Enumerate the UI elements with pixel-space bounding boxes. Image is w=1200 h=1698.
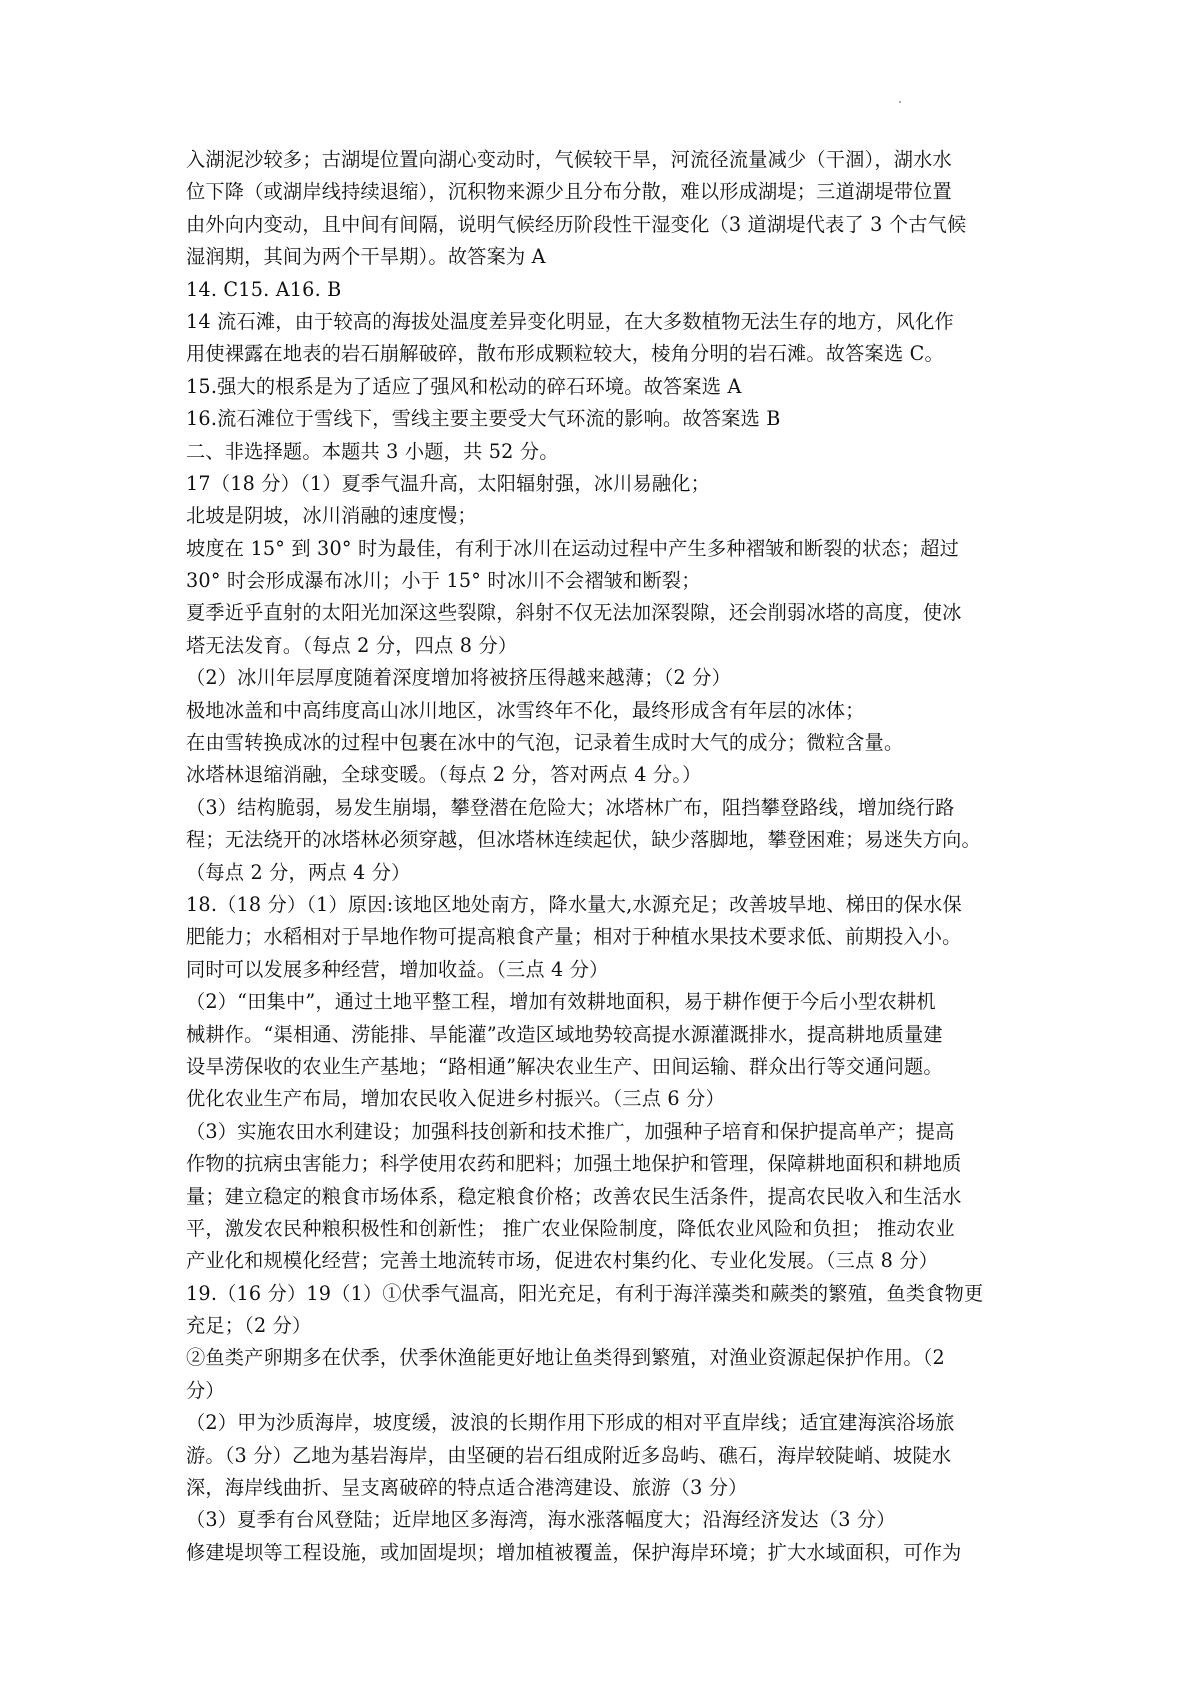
- text-line: 14. C15. A16. B: [186, 277, 342, 301]
- text-line: 北坡是阴坡，冰川消融的速度慢；: [186, 504, 477, 528]
- text-line: （3）结构脆弱，易发生崩塌，攀登潜在危险大；冰塔林广布，阻挡攀登路线，增加绕行路: [186, 795, 955, 819]
- text-line: 塔无法发育。（每点 2 分，四点 8 分）: [186, 633, 518, 657]
- text-line: 肥能力；水稻相对于旱地作物可提高粮食产量；相对于种植水果技术要求低、前期投入小。: [186, 925, 962, 949]
- text-line: 由外向内变动，且中间有间隔，说明气候经历阶段性干湿变化（3 道湖堤代表了 3 个古气候: [186, 212, 967, 236]
- text-line: （2）甲为沙质海岸，坡度缓，波浪的长期作用下形成的相对平直岸线；适宜建海滨浴场旅: [186, 1411, 955, 1435]
- text-line: 同时可以发展多种经营，增加收益。（三点 4 分）: [186, 957, 609, 981]
- text-line: 入湖泥沙较多；古湖堤位置向湖心变动时，气候较干旱，河流径流量减少（干涸），湖水水: [186, 148, 952, 171]
- text-line: 19.（16 分）19（1）①伏季气温高，阳光充足，有利于海洋藻类和蕨类的繁殖，鱼类食物更: [186, 1281, 984, 1305]
- text-line: 分）: [186, 1378, 225, 1402]
- text-line: 14 流石滩，由于较高的海拔处温度差异变化明显，在大多数植物无法生存的地方，风化作: [186, 309, 954, 333]
- text-line: 15.强大的根系是为了适应了强风和松动的碎石环境。故答案选 A: [186, 374, 742, 398]
- text-line: 湿润期，其间为两个干旱期）。故答案为 A: [186, 245, 546, 269]
- text-line: 充足；（2 分）: [186, 1314, 312, 1338]
- text-line: 16.流石滩位于雪线下，雪线主要主要受大气环流的影响。故答案选 B: [186, 407, 781, 431]
- text-line: 坡度在 15° 到 30° 时为最佳，有利于冰川在运动过程中产生多种褶皱和断裂的状态；超过: [186, 536, 959, 560]
- text-line: 冰塔林退缩消融，全球变暖。（每点 2 分，答对两点 4 分。）: [186, 763, 702, 787]
- text-line: 修建堤坝等工程设施，或加固堤坝；增加植被覆盖，保护海岸环境；扩大水域面积，可作为: [186, 1540, 962, 1564]
- text-line: 产业化和规模化经营；完善土地流转市场，促进农村集约化、专业化发展。（三点 8 分）: [186, 1249, 939, 1273]
- text-line: （3）实施农田水利建设；加强科技创新和技术推广，加强种子培育和保护提高单产；提高: [186, 1119, 955, 1143]
- text-line: 二、非选择题。本题共 3 小题，共 52 分。: [186, 439, 559, 463]
- text-line: 械耕作。“渠相通、涝能排、旱能灌”改造区域地势较高提水源灌溉排水，提高耕地质量建: [186, 1022, 943, 1046]
- text-line: （2）冰川年层厚度随着深度增加将被挤压得越来越薄；（2 分）: [186, 666, 731, 690]
- answer-text-block: [186, 144, 1036, 1569]
- text-line: 用使裸露在地表的岩石崩解破碎，散布形成颗粒较大，棱角分明的岩石滩。故答案选 C。: [186, 342, 944, 366]
- scan-speck: [899, 101, 901, 103]
- text-line: 极地冰盖和中高纬度高山冰川地区，冰雪终年不化，最终形成含有年层的冰体；: [186, 698, 865, 722]
- text-line: 游。（3 分）乙地为基岩海岸，由坚硬的岩石组成附近多岛屿、礁石，海岸较陡峭、坡陡水: [186, 1443, 952, 1467]
- text-line: 在由雪转换成冰的过程中包裹在冰中的气泡，记录着生成时大气的成分；微粒含量。: [186, 731, 904, 755]
- text-line: （2）“田集中”，通过土地平整工程，增加有效耕地面积，易于耕作便于今后小型农耕机: [186, 990, 936, 1014]
- text-line: 深，海岸线曲折、呈支离破碎的特点适合港湾建设、旅游（3 分）: [186, 1476, 748, 1500]
- text-line: 30° 时会形成瀑布冰川；小于 15° 时冰川不会褶皱和断裂；: [186, 569, 701, 593]
- text-line: （每点 2 分，两点 4 分）: [186, 860, 411, 884]
- text-line: 18.（18 分）（1）原因:该地区地处南方，降水量大,水源充足；改善坡旱地、梯田的保水保: [186, 892, 962, 916]
- text-line: 位下降（或湖岸线持续退缩），沉积物来源少且分布分散，难以形成湖堤；三道湖堤带位置: [186, 180, 952, 204]
- text-line: 夏季近乎直射的太阳光加深这些裂隙，斜射不仅无法加深裂隙，还会削弱冰塔的高度，使冰: [186, 601, 962, 625]
- text-line: 作物的抗病虫害能力；科学使用农药和肥料；加强土地保护和管理，保障耕地面积和耕地质: [186, 1152, 962, 1176]
- text-line: 17（18 分）（1）夏季气温升高，太阳辐射强，冰川易融化；: [186, 471, 711, 495]
- text-line: 优化农业生产布局，增加农民收入促进乡村振兴。（三点 6 分）: [186, 1087, 725, 1111]
- text-line: 平，激发农民种粮积极性和创新性； 推广农业保险制度，降低农业风险和负担； 推动农业: [186, 1216, 955, 1240]
- text-line: 程；无法绕开的冰塔林必须穿越，但冰塔林连续起伏，缺少落脚地，攀登困难；易迷失方向。: [186, 828, 981, 852]
- text-line: （3）夏季有台风登陆；近岸地区多海湾，海水涨落幅度大；沿海经济发达（3 分）: [186, 1508, 896, 1532]
- text-line: 设旱涝保收的农业生产基地；“路相通”解决农业生产、田间运输、群众出行等交通问题。: [186, 1054, 943, 1078]
- text-line: 量；建立稳定的粮食市场体系，稳定粮食价格；改善农民生活条件，提高农民收入和生活水: [186, 1184, 962, 1208]
- text-line: ②鱼类产卵期多在伏季，伏季休渔能更好地让鱼类得到繁殖，对渔业资源起保护作用。（2: [186, 1346, 945, 1370]
